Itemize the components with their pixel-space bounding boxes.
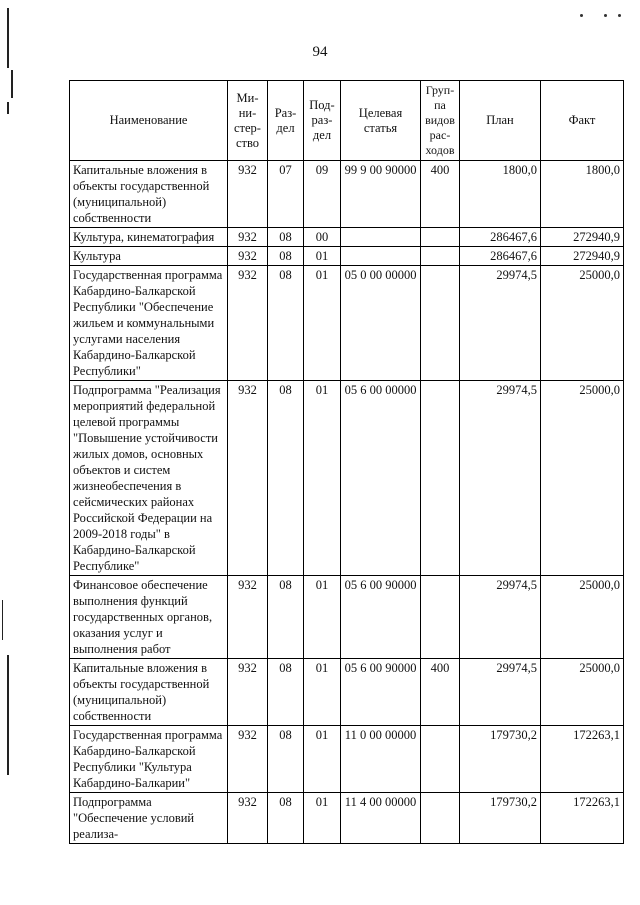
row-section: 08 [268, 576, 304, 659]
row-plan: 179730,2 [460, 726, 541, 793]
row-ministry: 932 [228, 793, 268, 844]
row-section: 08 [268, 266, 304, 381]
budget-table [69, 80, 624, 844]
row-group [421, 247, 460, 266]
row-subsection: 01 [304, 793, 341, 844]
table-row [70, 228, 624, 247]
row-target [341, 247, 421, 266]
row-plan: 286467,6 [460, 228, 541, 247]
row-fact: 172263,1 [541, 726, 624, 793]
row-name: Культура [70, 247, 228, 266]
row-ministry: 932 [228, 247, 268, 266]
row-name: Финансовое обеспечение выполнения функций государственных органов, оказания услуг и выполнения работ [70, 576, 228, 659]
row-target: 05 6 00 90000 [341, 576, 421, 659]
row-plan: 29974,5 [460, 576, 541, 659]
row-ministry: 932 [228, 381, 268, 576]
row-fact: 272940,9 [541, 247, 624, 266]
header-plan: План [460, 81, 541, 161]
row-target [341, 228, 421, 247]
scan-artifact-dot [618, 14, 621, 17]
scan-artifact-line [7, 655, 9, 775]
scan-artifact-dot [580, 14, 583, 17]
table-row [70, 381, 624, 576]
row-group [421, 793, 460, 844]
table-row [70, 247, 624, 266]
row-target: 99 9 00 90000 [341, 161, 421, 228]
row-target: 05 6 00 00000 [341, 381, 421, 576]
table-row [70, 161, 624, 228]
row-name: Капитальные вложения в объекты государственной (муниципальной) собственности [70, 659, 228, 726]
row-section: 08 [268, 793, 304, 844]
row-plan: 1800,0 [460, 161, 541, 228]
scan-artifact-line [11, 70, 13, 98]
row-name: Капитальные вложения в объекты государственной (муниципальной) собственности [70, 161, 228, 228]
row-plan: 179730,2 [460, 793, 541, 844]
row-fact: 25000,0 [541, 659, 624, 726]
row-group [421, 576, 460, 659]
row-name: Государственная программа Кабардино-Балкарской Республики "Культура Кабардино-Балкарии" [70, 726, 228, 793]
row-ministry: 932 [228, 161, 268, 228]
row-section: 08 [268, 726, 304, 793]
row-fact: 25000,0 [541, 381, 624, 576]
row-plan: 29974,5 [460, 381, 541, 576]
header-target: Целевая статья [341, 81, 421, 161]
row-subsection: 01 [304, 726, 341, 793]
row-section: 07 [268, 161, 304, 228]
row-group [421, 381, 460, 576]
row-section: 08 [268, 228, 304, 247]
row-subsection: 01 [304, 247, 341, 266]
table-header-row [70, 81, 624, 161]
row-group [421, 228, 460, 247]
header-fact: Факт [541, 81, 624, 161]
row-ministry: 932 [228, 659, 268, 726]
row-target: 11 4 00 00000 [341, 793, 421, 844]
row-name: Подпрограмма "Обеспечение условий реализа- [70, 793, 228, 844]
table-row [70, 576, 624, 659]
row-fact: 272940,9 [541, 228, 624, 247]
row-name: Государственная программа Кабардино-Балкарской Республики "Обеспечение жильем и коммунальными услугами населения Кабардино-Балкарской Республики" [70, 266, 228, 381]
row-group: 400 [421, 659, 460, 726]
row-ministry: 932 [228, 266, 268, 381]
row-fact: 1800,0 [541, 161, 624, 228]
row-fact: 25000,0 [541, 266, 624, 381]
table-row [70, 793, 624, 844]
scan-artifact-line [7, 102, 9, 114]
row-subsection: 01 [304, 659, 341, 726]
row-ministry: 932 [228, 576, 268, 659]
row-ministry: 932 [228, 228, 268, 247]
row-fact: 25000,0 [541, 576, 624, 659]
header-ministry: Ми- ни- стер- ство [228, 81, 268, 161]
row-name: Подпрограмма "Реализация мероприятий федеральной целевой программы "Повышение устойчивости жилых домов, основных объектов и систем жизнеобеспечения в сейсмических районах Российской Федерации на 2009-2018 годы" в Кабардино-Балкарской Республике" [70, 381, 228, 576]
table-row [70, 726, 624, 793]
row-section: 08 [268, 381, 304, 576]
page-number: 94 [312, 44, 328, 60]
row-plan: 286467,6 [460, 247, 541, 266]
row-ministry: 932 [228, 726, 268, 793]
row-section: 08 [268, 247, 304, 266]
table-row [70, 266, 624, 381]
header-subsection: Под- раз- дел [304, 81, 341, 161]
row-subsection: 01 [304, 576, 341, 659]
row-group: 400 [421, 161, 460, 228]
row-subsection: 01 [304, 381, 341, 576]
row-target: 05 6 00 90000 [341, 659, 421, 726]
row-plan: 29974,5 [460, 659, 541, 726]
row-subsection: 01 [304, 266, 341, 381]
header-section: Раз- дел [268, 81, 304, 161]
header-name: Наименование [70, 81, 228, 161]
row-group [421, 726, 460, 793]
row-subsection: 09 [304, 161, 341, 228]
scan-artifact-line [2, 600, 3, 640]
row-subsection: 00 [304, 228, 341, 247]
row-name: Культура, кинематография [70, 228, 228, 247]
row-fact: 172263,1 [541, 793, 624, 844]
row-group [421, 266, 460, 381]
row-section: 08 [268, 659, 304, 726]
table-row [70, 659, 624, 726]
row-target: 05 0 00 00000 [341, 266, 421, 381]
scan-artifact-dot [604, 14, 607, 17]
row-target: 11 0 00 00000 [341, 726, 421, 793]
header-expense-group: Груп- па видов рас- ходов [421, 81, 460, 161]
row-plan: 29974,5 [460, 266, 541, 381]
